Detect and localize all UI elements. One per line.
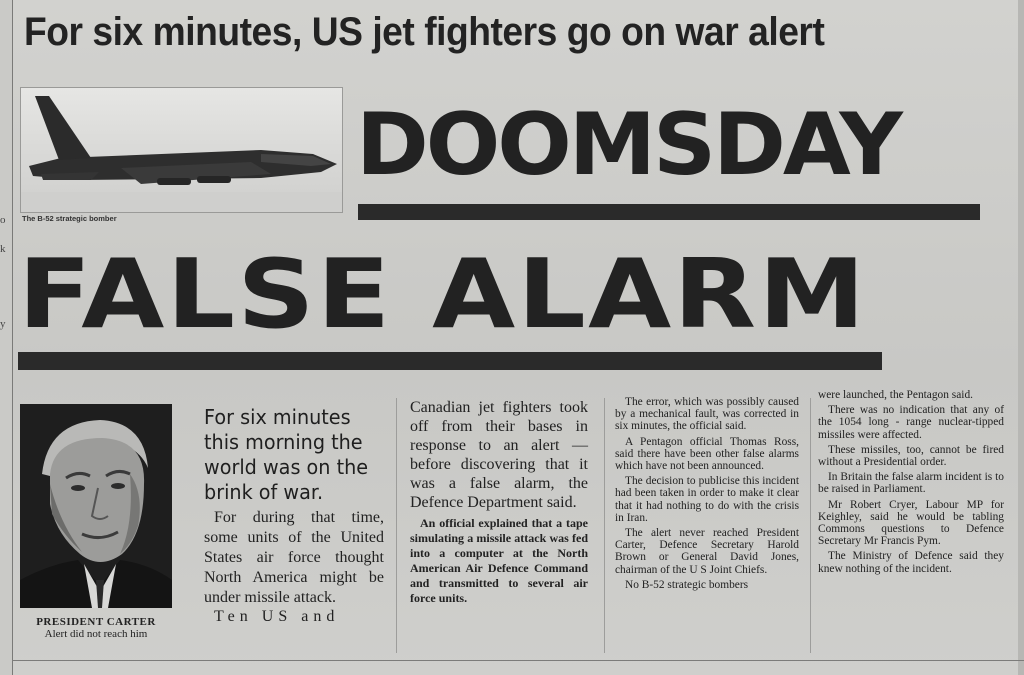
column-4-paragraph: were launched, the Pentagon said. [818, 389, 973, 401]
column-1-tail: Ten US and [214, 608, 340, 625]
bomber-photo [20, 87, 343, 213]
column-3-paragraph: The alert never reached President Carter, Defence Secretary Harold Brown or General David Jones, chairman of the U S Joint Chiefs. [615, 527, 799, 576]
column-1-paragraph: For during that time, some units of the United States air force thought North America might be under missile attack. [204, 509, 384, 606]
column-divider [604, 398, 605, 653]
column-4-paragraph: Mr Robert Cryer, Labour MP for Keighley, said he would be tabling Commons questions to Defence Secretary Mr Francis Pym. [818, 498, 1004, 548]
column-2-paragraph: Canadian jet fighters took off from their bases in response to an alert — before discovering that it was a false alarm, the Defence Department said. [410, 399, 588, 511]
edge-fragment: o [0, 214, 6, 226]
kicker-headline: For six minutes, US jet fighters go on war alert [24, 10, 825, 54]
headline-rule-1 [358, 204, 980, 220]
left-page-edge [0, 0, 13, 675]
carter-portrait-illustration [20, 404, 172, 608]
column-4-paragraph: There was no indication that any of the 1054 long - range nuclear-tipped missiles were affected. [818, 404, 1004, 441]
edge-fragment: k [0, 243, 6, 255]
column-divider [396, 398, 397, 653]
article-lead: For six minutes this morning the world was on the brink of war. [204, 405, 369, 504]
b52-bomber-illustration [21, 88, 342, 212]
column-4-paragraph: The Ministry of Defence said they knew nothing of the incident. [818, 550, 1004, 575]
caption-text: Alert did not reach him [44, 628, 148, 640]
edge-fragment: y [0, 318, 6, 330]
headline-line-2: FALSE ALARM [18, 240, 868, 350]
column-divider [810, 398, 811, 653]
carter-photo-caption [20, 616, 172, 640]
column-3-paragraph: The error, which was possibly caused by a mechanical fault, was corrected in six minutes, the official said. [615, 396, 799, 433]
column-3-paragraph: A Pentagon official Thomas Ross, said there have been other false alarms which have not been announced. [615, 435, 799, 473]
article-column-3 [615, 396, 799, 591]
bomber-photo-caption: The B-52 strategic bomber [22, 214, 117, 223]
bottom-rule [12, 660, 1024, 661]
column-4-paragraph: In Britain the false alarm incident is to be raised in Parliament. [818, 471, 1004, 496]
column-3-paragraph: No B-52 strategic bombers [625, 578, 749, 591]
column-3-paragraph: The decision to publicise this incident had been taken in order to make it clear that it had nothing to do with the crisis in Iran. [615, 475, 799, 524]
article-column-1 [204, 405, 384, 626]
headline-line-1: DOOMSDAY [356, 95, 900, 195]
column-4-paragraph: These missiles, too, cannot be fired without a Presidential order. [818, 443, 1004, 469]
column-2-bold-paragraph: An official explained that a tape simulating a missile attack was fed into a computer at the North American Air Defence Command and transmitted to several air force units. [410, 516, 588, 605]
right-page-edge [1018, 0, 1024, 675]
headline-rule-2 [18, 352, 882, 370]
article-column-4 [818, 389, 1004, 575]
article-column-2 [410, 398, 588, 606]
caption-name: PRESIDENT CARTER [36, 616, 156, 628]
carter-portrait-photo [20, 404, 172, 608]
